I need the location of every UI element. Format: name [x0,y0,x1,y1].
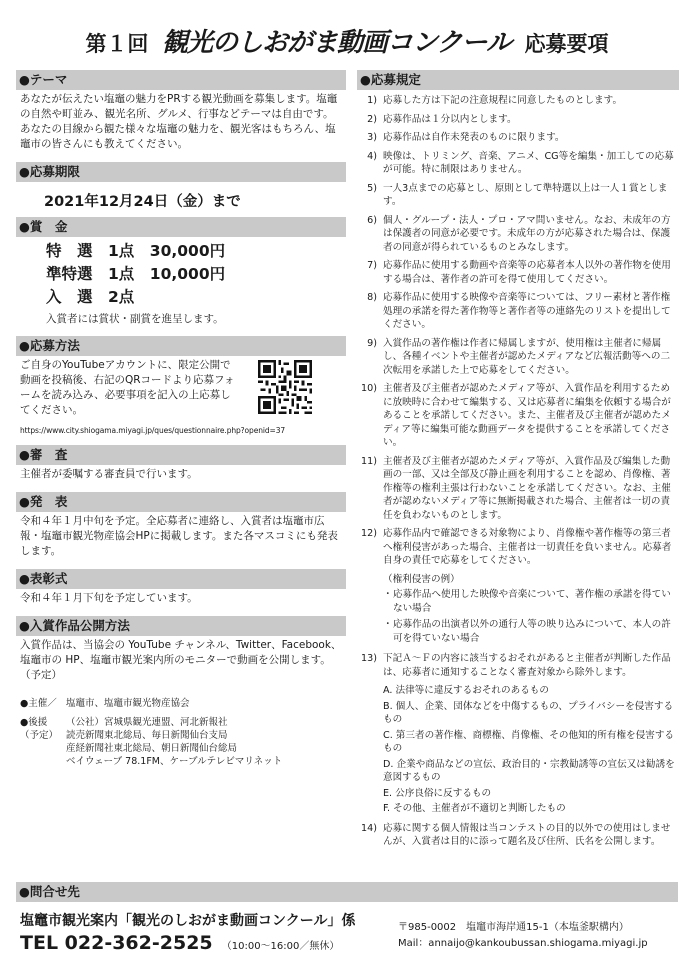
support-item: 産経新聞社東北総局、朝日新聞仙台総局 [66,743,238,754]
publish-heading: ●入賞作品公開方法 [16,616,346,636]
rule-number: 6) [367,214,377,226]
rule-text: 主催者及び主催者が認めたメディア等が、入賞作品及び編集した動画の一部、又は全部及び静止画を利用することを認め、肖像権、著作権等の権利主張は行わないことを承諾してください。なお、主催者が認めないメディア等に無断掲載された場合、主催者は一切の責任を負わないものとします。 [383,455,671,521]
theme-heading: ●テーマ [16,70,346,90]
host-value: 塩竈市、塩竈市観光物産協会 [66,698,190,709]
prize-list [16,237,346,309]
rule-text: 一人3点までの応募とし、原則として準特選以上は一人１賞とします。 [383,182,668,207]
method-section [16,356,346,426]
title-guidelines: 応募要項 [524,32,609,56]
deadline-text: 2021年12月24日（金）まで [44,194,241,210]
rule-number: 11) [361,455,377,467]
rule-text: 入賞作品の著作権は作者に帰属しますが、使用権は主催者に帰属し、各種イベントや主催者が認めたメディアなど広報活動等への二次転用を承諾した上で応募をしてください。 [383,337,671,376]
contact-phone [20,932,339,954]
rule-text: 応募に関する個人情報は当コンテストの目的以外での使用はしませんが、入賞者は目的に添って題名及び住所、氏名を公開します。 [383,822,671,847]
host-label: ●主催／ [20,698,57,709]
rights-example-text: 応募作品の出演者以外の通行人等の映り込みについて、本人の許可を得ていない場合 [393,619,671,644]
rule-number: 14) [361,822,377,834]
rule-number: 8) [367,292,377,303]
exclusion-list [357,684,679,816]
rule-item [357,652,679,679]
left-column [16,70,346,768]
prize-heading: ●賞 金 [16,217,346,237]
rule-number: 2) [367,113,377,125]
rights-example-item: ・ 応募作品へ使用した映像や音楽について、著作権の承諾を得ていない場合 [383,588,679,615]
prize-note: 入賞者には賞状・副賞を進呈します。 [46,313,224,325]
ceremony-heading: ●表彰式 [16,569,346,589]
rule-text: 応募した方は下記の注意規程に同意したものとします。 [383,95,623,106]
page-title [0,22,694,59]
rights-label: （権利侵害の例） [383,573,460,585]
rule-text: 応募作品に使用する映像や音楽等については、フリー素材と著作権処理の承諾を得た著作物等と著作者等の連絡先のリストを提出してください。 [383,292,671,330]
rule-number: 5) [367,182,377,194]
rule-text: 応募作品は自作未発表のものに限ります。 [383,132,565,143]
method-heading: ●応募方法 [16,336,346,356]
support-item: ベイウェーブ 78.1FM、ケーブルテレビマリネット [66,756,283,767]
postal-address: 〒985-0002 塩竈市海岸通15-1（本塩釜駅構内） [398,922,629,933]
rule-number: 9) [367,337,377,349]
rules-list [357,90,679,849]
exclusion-item: A. 法律等に違反するおそれのあるもの [383,685,549,696]
contact-address-block [398,920,648,952]
contact-organization: 塩竈市観光案内「観光のしおがま動画コンクール」係 [20,913,356,929]
right-column [357,70,679,854]
title-contest-name: 観光のしおがま動画コンクール [162,28,511,58]
exclusion-item: B. 個人、企業、団体などを中傷するもの、プライバシーを侵害するもの [383,700,674,725]
ceremony-body: 令和４年１月下旬を予定しています。 [20,592,198,604]
period-heading: ●応募期限 [16,162,346,182]
rule-item [357,527,679,568]
host-row [16,697,346,710]
support-label: ●後援（予定） [20,717,59,741]
exclusion-item: D. 企業や商品などの宣伝、政治目的・宗教勧誘等の宣伝又は勧誘を意図するもの [383,758,675,783]
support-item: （公社）宮城県観光連盟、河北新報社 [66,717,228,728]
qr-code-icon[interactable] [258,360,312,414]
theme-body: あなたが伝えたい塩竈の魅力をPRする観光動画を募集します。塩竈の自然や町並み、観光名所、グルメ、行事などテーマは自由です。あなたの目線から観た様々な塩竈の魅力を、観光客はもちろん、塩竈市の皆さんにも教えてください。 [20,93,338,150]
announce-body: 令和４年１月中旬を予定。全応募者に連絡し、入賞者は塩竈市広報・塩竈市観光物産協会HPに掲載します。また各マスコミにも発表します。 [20,515,338,557]
rights-example-item: ・ 応募作品の出演者以外の通行人等の映り込みについて、本人の許可を得ていない場合 [383,618,679,645]
rule-item [357,182,679,209]
rule-item [357,131,679,145]
rule-text: 応募作品内で確認できる対象物により、肖像権や著作権等の第三者へ権利侵害があった場合、主催者は一切責任を負いません。応募者自身の責任で応募をしてください。 [383,528,672,566]
rule-item [357,150,679,177]
contact-heading: ●問合せ先 [16,882,678,902]
rule-text: 応募作品は１分以内とします。 [383,113,517,125]
rule-text: 下記Ａ〜Ｆの内容に該当するおそれがあると主催者が判断した作品は、応募者に通知することなく審査対象から除外します。 [383,653,671,678]
title-edition: 第１回 [85,32,149,56]
rule-item [357,455,679,523]
judging-body: 主催者が委嘱する審査員で行います。 [20,468,198,480]
office-hours: （10:00〜16:00／無休） [221,941,340,952]
rule-item [357,291,679,332]
form-url-link[interactable]: https://www.city.shiogama.miyagi.jp/ques/questionnaire.php?openid=37 [20,426,286,435]
rule-item [357,94,679,108]
rights-example-text: 応募作品へ使用した映像や音楽について、著作権の承諾を得ていない場合 [393,589,671,614]
rule-item [357,214,679,255]
exclusion-item: F. その他、主催者が不適切と判断したもの [383,803,566,814]
prize-item: 特 選 1点 30,000円 [46,242,226,260]
rights-examples [357,573,679,646]
announce-heading: ●発 表 [16,492,346,512]
rule-number: 13) [361,653,377,664]
exclusion-item: C. 第三者の著作権、商標権、肖像権、その他知的所有権を侵害するもの [383,729,675,754]
rule-number: 4) [367,150,377,162]
support-row [16,716,346,768]
email-link[interactable]: Mail：annaijo@kankoubussan.shiogama.miyagi.jp [398,938,648,949]
rule-item [357,259,679,286]
support-item: 読売新聞東北総局、毎日新聞仙台支局 [66,730,228,741]
prize-item: 入 選 2点 [46,288,135,306]
rule-number: 10) [361,383,377,394]
phone-number[interactable]: TEL 022-362-2525 [20,932,213,954]
rule-number: 3) [367,132,377,143]
rule-item [357,382,679,450]
rule-number: 7) [367,260,377,271]
method-body: ご自身のYouTubeアカウントに、限定公開で動画を投稿後、右記のQRコードより応募フォームを読み込み、必要事項を記入の上応募してください。 [20,359,235,416]
rule-number: 12) [361,528,377,539]
exclusion-item: E. 公序良俗に反するもの [383,787,492,799]
support-list [66,716,346,768]
rule-text: 主催者及び主催者が認めたメディア等が、入賞作品を利用するために放映時に合わせて編集する、又は応募者に編集を依頼する場合があることを承諾してください。また、主催者及び主催者が認めたメディア等に編集可能な動画データを提供することを承諾してください。 [383,383,671,448]
rule-text: 個人・グループ・法人・プロ・アマ問いません。なお、未成年の方は保護者の同意が必要です。未成年の方が応募された場合は、保護者の同意が得られているものとみなします。 [383,214,671,253]
rule-text: 応募作品に使用する動画や音楽等の応募者本人以外の著作物を使用する場合は、著作者の許可を得て使用してください。 [383,260,671,285]
rule-item [357,822,679,849]
rule-number: 1) [367,95,377,106]
rule-item [357,113,679,127]
rule-item [357,337,679,378]
rule-text: 映像は、トリミング、音楽、アニメ、CG等を編集・加工しての応募が可能。特に制限はありません。 [383,150,674,175]
rules-heading: ●応募規定 [357,70,679,90]
prize-item: 準特選 1点 10,000円 [46,265,226,283]
publish-body: 入賞作品は、当協会の YouTube チャンネル、Twitter、Facebook、塩竈市の HP、塩竈市観光案内所のモニターで動画を公開します。（予定） [20,639,342,681]
judging-heading: ●審 査 [16,445,346,465]
